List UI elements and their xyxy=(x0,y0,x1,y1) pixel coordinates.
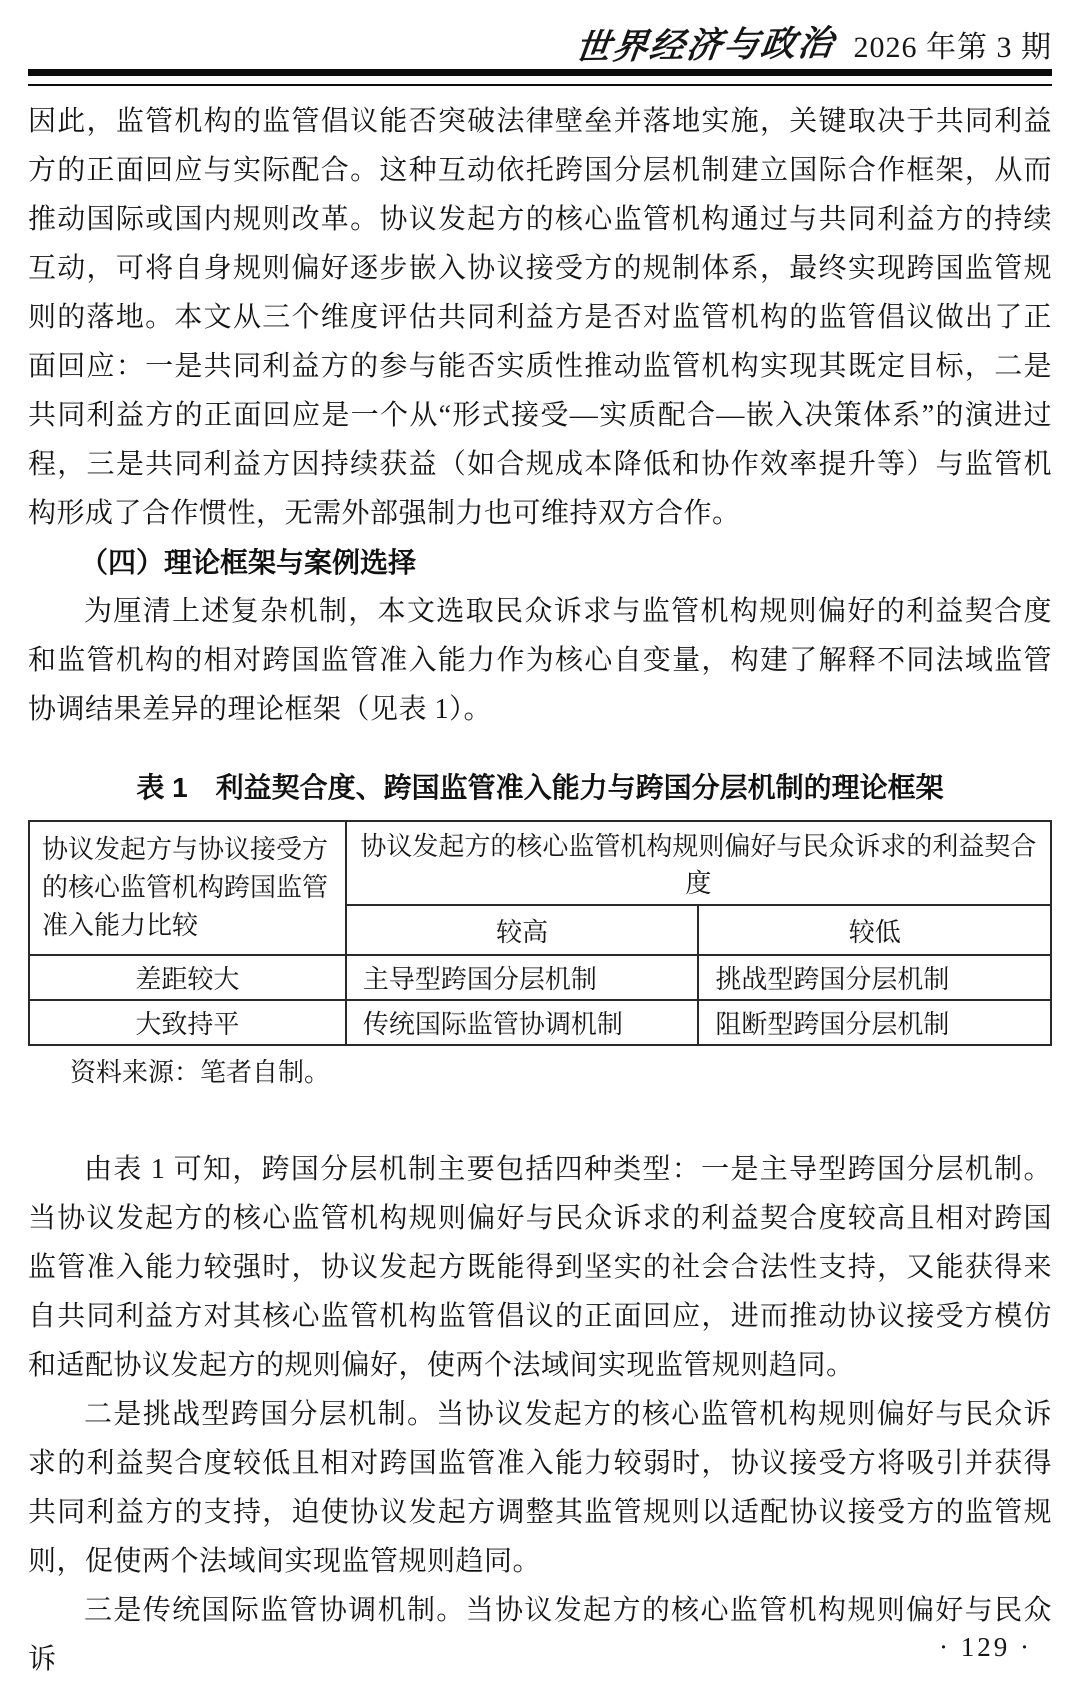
table-cell-mechanism: 挑战型跨国分层机制 xyxy=(698,955,1051,1000)
body-paragraph-2: 为厘清上述复杂机制，本文选取民众诉求与监管机构规则偏好的利益契合度和监管机构的相对跨国监管准入能力作为核心自变量，构建了解释不同法域监管协调结果差异的理论框架（见表 1）。 xyxy=(28,596,1052,725)
table-row-label: 大致持平 xyxy=(29,1000,346,1045)
table-caption: 表 1 利益契合度、跨国监管准入能力与跨国分层机制的理论框架 xyxy=(136,772,944,803)
table-corner-header: 协议发起方与协议接受方的核心监管机构跨国监管准入能力比较 xyxy=(29,821,346,955)
section-heading: （四）理论框架与案例选择 xyxy=(80,547,417,578)
page-number: · 129 · xyxy=(939,1632,1032,1662)
header-rule-thick xyxy=(28,69,1052,76)
table-cell-mechanism: 主导型跨国分层机制 xyxy=(346,955,699,1000)
table-subheader-high: 较高 xyxy=(346,905,699,955)
body-paragraph-5: 三是传统国际监管协调机制。当协议发起方的核心监管机构规则偏好与民众诉 xyxy=(28,1595,1052,1675)
body-paragraph-4: 二是挑战型跨国分层机制。当协议发起方的核心监管机构规则偏好与民众诉求的利益契合度较低且相对跨国监管准入能力较弱时，协议接受方将吸引并获得共同利益方的支持，迫使协议发起方调整其监管规则以适配协议接受方的监管规则，促使两个法域间实现监管规则趋同。 xyxy=(28,1399,1052,1577)
issue-info: 2026 年第 3 期 xyxy=(853,31,1052,64)
table-span-header: 协议发起方的核心监管机构规则偏好与民众诉求的利益契合度 xyxy=(346,821,1051,905)
body-paragraph-3: 由表 1 可知，跨国分层机制主要包括四种类型：一是主导型跨国分层机制。当协议发起方的核心监管机构规则偏好与民众诉求的利益契合度较高且相对跨国监管准入能力较强时，协议发起方既能得到坚实的社会合法性支持，又能获得来自共同利益方对其核心监管机构监管倡议的正面回应，进而推动协议接受方模仿和适配协议发起方的规则偏好，使两个法域间实现监管规则趋同。 xyxy=(28,1154,1052,1381)
framework-table xyxy=(28,820,1052,1046)
table-row xyxy=(29,1000,1051,1045)
table-row xyxy=(29,955,1051,1000)
table-cell-mechanism: 阻断型跨国分层机制 xyxy=(698,1000,1051,1045)
table-subheader-low: 较低 xyxy=(698,905,1051,955)
body-paragraph-1: 因此，监管机构的监管倡议能否突破法律壁垒并落地实施，关键取决于共同利益方的正面回应与实际配合。这种互动依托跨国分层机制建立国际合作框架，从而推动国际或国内规则改革。协议发起方的核心监管机构通过与共同利益方的持续互动，可将自身规则偏好逐步嵌入协议接受方的规制体系，最终实现跨国监管规则的落地。本文从三个维度评估共同利益方是否对监管机构的监管倡议做出了正面回应：一是共同利益方的参与能否实质性推动监管机构实现其既定目标，二是共同利益方的正面回应是一个从“形式接受—实质配合—嵌入决策体系”的演进过程，三是共同利益方因持续获益（如合规成本降低和协作效率提升等）与监管机构形成了合作惯性，无需外部强制力也可维持双方合作。 xyxy=(28,106,1052,529)
table-cell-mechanism: 传统国际监管协调机制 xyxy=(346,1000,699,1045)
table-source-note: 资料来源：笔者自制。 xyxy=(70,1058,331,1087)
table-header-row-1 xyxy=(29,821,1051,905)
table-row-label: 差距较大 xyxy=(29,955,346,1000)
header-rule-thin xyxy=(28,84,1052,86)
page-content xyxy=(28,97,1052,1684)
journal-logo: 世界经济与政治 xyxy=(573,22,839,69)
running-head xyxy=(28,0,1052,69)
